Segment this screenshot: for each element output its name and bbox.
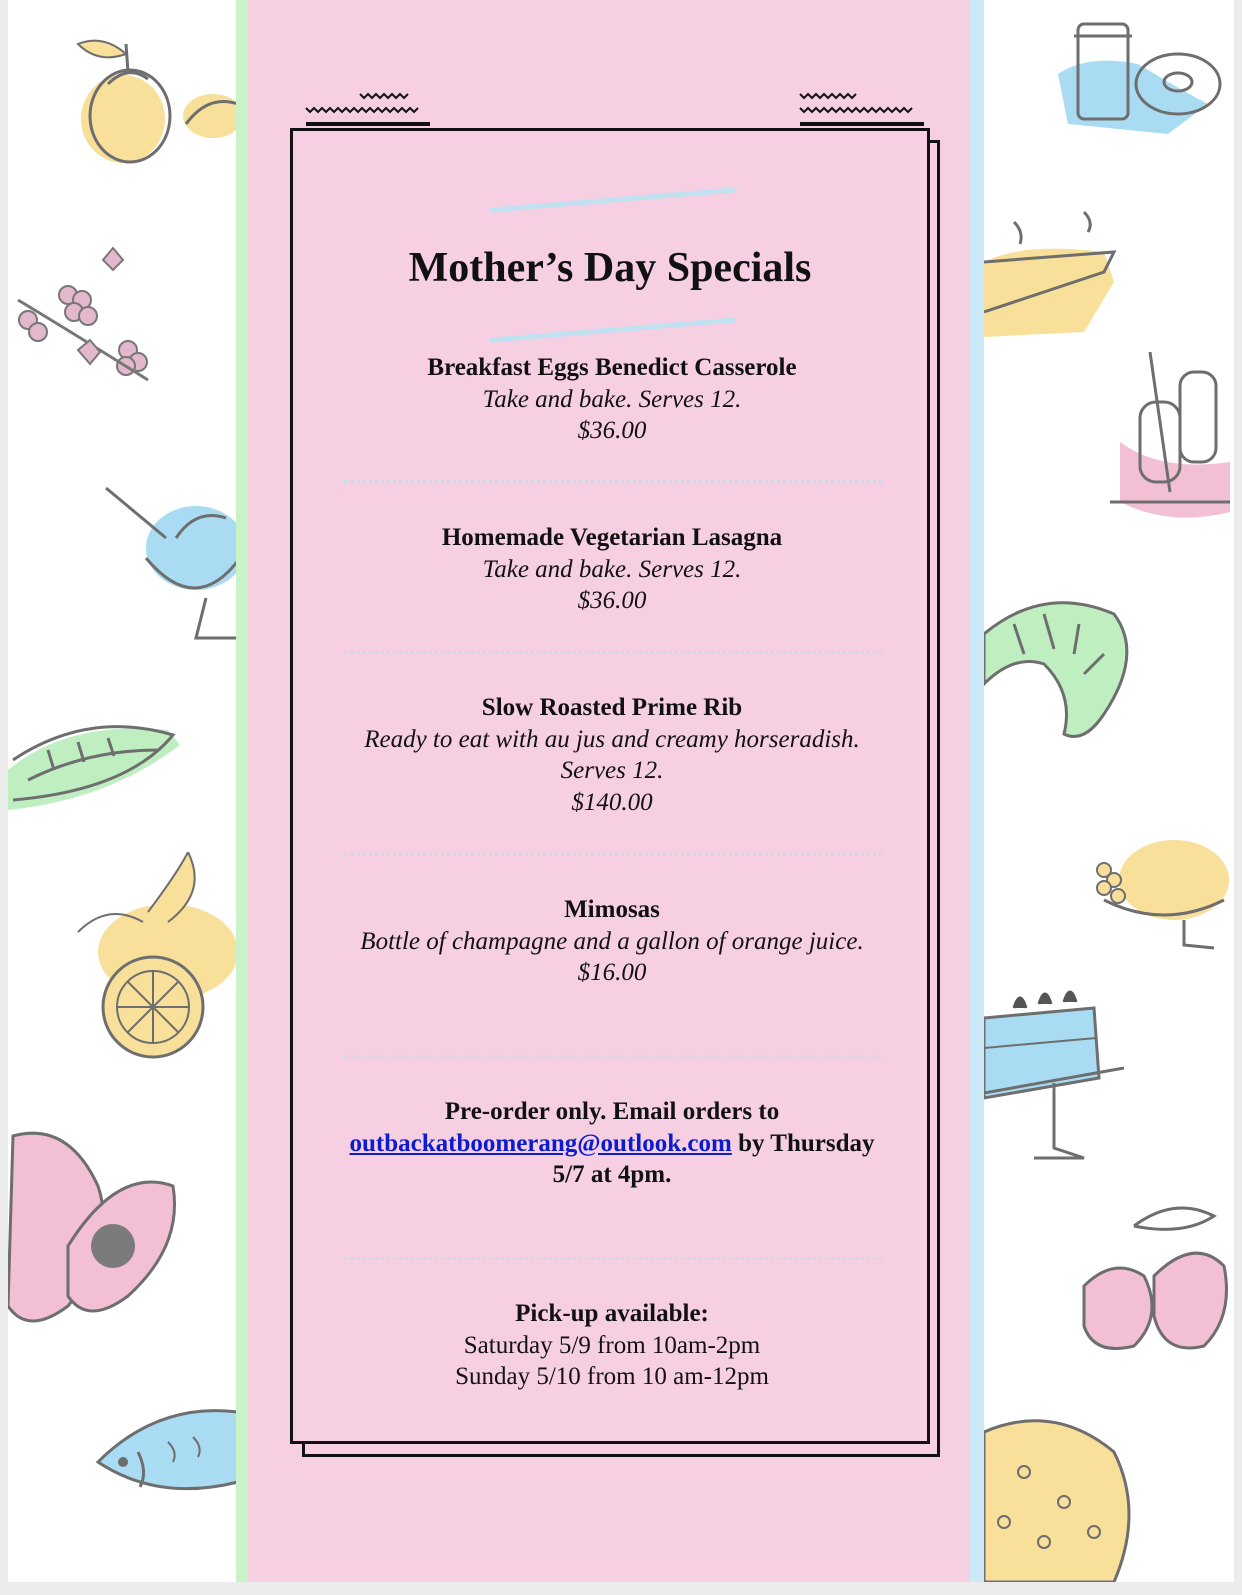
title-bottom-accent-line (490, 316, 738, 344)
menu-item-price: $16.00 (577, 959, 647, 986)
pears-icon (1074, 1196, 1234, 1366)
cake-icon (984, 968, 1134, 1168)
menu-item-name: Homemade Vegetarian Lasagna (441, 524, 783, 551)
pickup-heading: Pick-up available: (515, 1300, 709, 1327)
green-strip (236, 0, 248, 1582)
menu-item (338, 692, 886, 818)
section-divider (344, 480, 882, 483)
section-divider (344, 853, 882, 856)
sandwich-icon (8, 710, 180, 820)
title-top-accent-line (490, 186, 738, 214)
order-instructions (338, 1096, 886, 1191)
left-doodle-column (8, 0, 240, 1582)
right-doodle-column (984, 0, 1234, 1582)
section-divider (344, 1257, 882, 1260)
menu-item-price: $36.00 (577, 417, 647, 444)
croissant-icon (984, 594, 1144, 754)
grapes-icon (8, 240, 178, 410)
menu-page (8, 0, 1234, 1582)
lemon-icon (68, 852, 240, 1062)
page-title: Mother’s Day Specials (408, 245, 812, 291)
order-text-after: by Thursday 5/7 at 4pm. (552, 1129, 875, 1188)
ice-cream-icon (96, 478, 240, 648)
coffee-donut-icon (1048, 14, 1234, 144)
blue-strip (970, 0, 984, 1582)
cheese-icon (984, 1412, 1144, 1582)
apple-icon (48, 24, 238, 174)
menu-item-name: Slow Roasted Prime Rib (481, 694, 743, 721)
fruit-bowl-icon (1084, 800, 1234, 960)
menu-item (338, 522, 886, 617)
avocado-icon (8, 1126, 183, 1326)
pickup-line: Sunday 5/10 from 10 am-12pm (455, 1363, 769, 1390)
menu-item-price: $36.00 (577, 587, 647, 614)
salt-pepper-icon (1100, 352, 1234, 532)
pickup-line: Saturday 5/9 from 10am-2pm (463, 1331, 761, 1359)
menu-item-description: Take and bake. Serves 12. (482, 555, 742, 583)
fish-icon (88, 1392, 240, 1512)
section-divider (344, 651, 882, 654)
roast-chicken-icon (984, 202, 1124, 342)
order-text-before: Pre-order only. Email orders to (444, 1098, 780, 1125)
menu-item-name: Mimosas (564, 896, 660, 923)
order-email-link[interactable]: outbackatboomerang@outlook.com (349, 1129, 732, 1157)
menu-item-name: Breakfast Eggs Benedict Casserole (427, 354, 797, 381)
zigzag-right-decoration (798, 86, 928, 134)
menu-item (338, 894, 886, 989)
menu-item-description: Ready to eat with au jus and creamy horseradish. Serves 12. (364, 725, 860, 784)
menu-item (338, 352, 886, 447)
zigzag-left-decoration (304, 86, 434, 134)
menu-item-price: $140.00 (571, 788, 653, 816)
menu-item-description: Bottle of champagne and a gallon of orange juice. (360, 927, 864, 955)
menu-item-description: Take and bake. Serves 12. (482, 385, 742, 413)
section-divider (344, 1055, 882, 1058)
pickup-info (338, 1298, 886, 1393)
